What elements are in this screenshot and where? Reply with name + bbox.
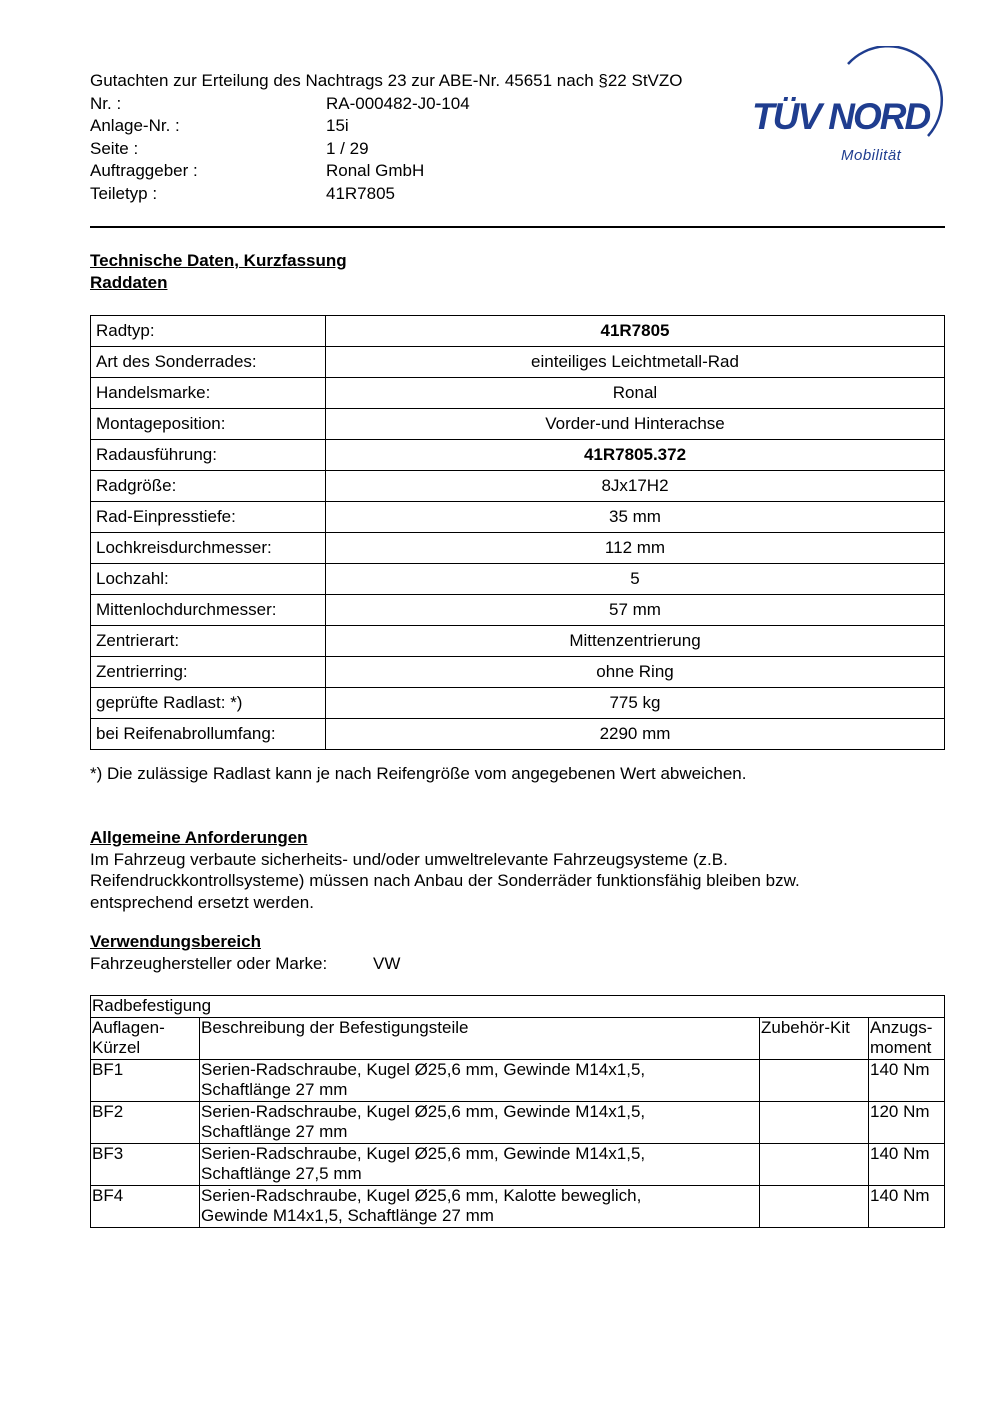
row-label: bei Reifenabrollumfang: <box>91 719 326 750</box>
footnote: *) Die zulässige Radlast kann je nach Reifengröße vom angegebenen Wert abweichen. <box>90 764 747 783</box>
table-row <box>91 564 945 595</box>
row-kit <box>760 1143 869 1185</box>
make-value: VW <box>373 953 401 973</box>
section-title: Verwendungsbereich <box>90 932 261 951</box>
row-description <box>200 1185 760 1227</box>
row-label: Zentrierart: <box>91 626 326 657</box>
row-value: Mittenzentrierung <box>326 626 945 657</box>
row-value: 8Jx17H2 <box>326 471 945 502</box>
row-value: 775 kg <box>326 688 945 719</box>
row-torque: 120 Nm <box>869 1101 945 1143</box>
table-row <box>91 1185 945 1227</box>
desc-line: Schaftlänge 27 mm <box>201 1122 348 1141</box>
table-row <box>91 1101 945 1143</box>
header-row <box>90 115 750 138</box>
section-title: Allgemeine Anforderungen <box>90 828 308 847</box>
row-label: geprüfte Radlast: *) <box>91 688 326 719</box>
desc-line: Serien-Radschraube, Kugel Ø25,6 mm, Gewinde M14x1,5, <box>201 1101 646 1121</box>
row-label: Radtyp: <box>91 316 326 347</box>
row-value: 41R7805.372 <box>326 440 945 471</box>
row-kit <box>760 1059 869 1101</box>
table-row <box>91 533 945 564</box>
table-header-row <box>91 1017 945 1059</box>
logo-subtitle: Mobilität <box>841 147 902 164</box>
table-row <box>91 1059 945 1101</box>
header-line: moment <box>870 1038 932 1057</box>
row-kit <box>760 1185 869 1227</box>
table-row <box>91 347 945 378</box>
row-value: Vorder-und Hinterachse <box>326 409 945 440</box>
desc-line: Gewinde M14x1,5, Schaftlänge 27 mm <box>201 1206 494 1225</box>
table-row <box>91 1143 945 1185</box>
row-torque: 140 Nm <box>869 1185 945 1227</box>
table-row <box>91 471 945 502</box>
tuv-nord-logo <box>748 46 948 171</box>
desc-line: Serien-Radschraube, Kugel Ø25,6 mm, Kalotte beweglich, <box>201 1185 642 1205</box>
header-row <box>90 93 750 116</box>
row-label: Montageposition: <box>91 409 326 440</box>
section-subtitle: Raddaten <box>90 273 168 292</box>
row-description <box>200 1059 760 1101</box>
header-divider <box>90 226 945 228</box>
row-label: Mittenlochdurchmesser: <box>91 595 326 626</box>
make-line <box>90 953 400 975</box>
row-label: Zentrierring: <box>91 657 326 688</box>
row-value: 41R7805 <box>326 316 945 347</box>
section-general-requirements <box>90 827 940 913</box>
row-label: Art des Sonderrades: <box>91 347 326 378</box>
desc-line: Serien-Radschraube, Kugel Ø25,6 mm, Gewinde M14x1,5, <box>201 1143 646 1163</box>
paragraph-line: entsprechend ersetzt werden. <box>90 892 314 912</box>
header-label: Seite : <box>90 138 139 158</box>
row-label: Rad-Einpresstiefe: <box>91 502 326 533</box>
row-value: 35 mm <box>326 502 945 533</box>
table-row <box>91 626 945 657</box>
row-code: BF2 <box>91 1101 200 1143</box>
row-torque: 140 Nm <box>869 1143 945 1185</box>
header-label: Auftraggeber : <box>90 161 198 180</box>
section-scope <box>90 931 400 974</box>
header-line: Auflagen- <box>92 1017 165 1037</box>
header-row <box>90 183 750 206</box>
row-code: BF4 <box>91 1185 200 1227</box>
table-row <box>91 688 945 719</box>
row-value: Ronal <box>326 378 945 409</box>
table-row <box>91 502 945 533</box>
paragraph-line: Reifendruckkontrollsysteme) müssen nach Anbau der Sonderräder funktionsfähig bleiben bzw. <box>90 871 800 890</box>
table-row <box>91 316 945 347</box>
desc-line: Serien-Radschraube, Kugel Ø25,6 mm, Gewinde M14x1,5, <box>201 1059 646 1079</box>
row-value: 112 mm <box>326 533 945 564</box>
table-caption: Radbefestigung <box>91 996 945 1018</box>
row-code: BF3 <box>91 1143 200 1185</box>
table-row <box>91 378 945 409</box>
header-value: 1 / 29 <box>326 138 369 158</box>
document-title: Gutachten zur Erteilung des Nachtrags 23 zur ABE-Nr. 45651 nach §22 StVZO <box>90 71 683 90</box>
row-value: 5 <box>326 564 945 595</box>
header-row <box>90 138 750 161</box>
header-value: 15i <box>326 116 349 135</box>
document-header <box>90 70 750 205</box>
row-code: BF1 <box>91 1059 200 1101</box>
mounting-table <box>90 995 945 1228</box>
row-label: Radausführung: <box>91 440 326 471</box>
header-value: RA-000482-J0-104 <box>326 93 470 113</box>
table-row <box>91 595 945 626</box>
row-value: 2290 mm <box>326 719 945 750</box>
table-row <box>91 657 945 688</box>
table-caption-row <box>91 996 945 1018</box>
row-value: einteiliges Leichtmetall-Rad <box>326 347 945 378</box>
header-torque <box>869 1017 945 1059</box>
row-label: Handelsmarke: <box>91 378 326 409</box>
header-value: 41R7805 <box>326 183 396 203</box>
header-code <box>91 1017 200 1059</box>
header-label: Anlage-Nr. : <box>90 116 180 135</box>
row-value: 57 mm <box>326 595 945 626</box>
header-line: Anzugs- <box>870 1017 933 1037</box>
row-description <box>200 1101 760 1143</box>
make-label: Fahrzeughersteller oder Marke: <box>90 953 328 973</box>
paragraph-line: Im Fahrzeug verbaute sicherheits- und/oder umweltrelevante Fahrzeugsysteme (z.B. <box>90 849 728 869</box>
header-value: Ronal GmbH <box>326 161 425 180</box>
header-description: Beschreibung der Befestigungsteile <box>200 1017 760 1059</box>
header-kit: Zubehör-Kit <box>760 1017 869 1059</box>
section-technical-data <box>90 250 347 294</box>
desc-line: Schaftlänge 27,5 mm <box>201 1164 362 1183</box>
table-row <box>91 409 945 440</box>
wheel-data-table <box>90 315 945 750</box>
desc-line: Schaftlänge 27 mm <box>201 1080 348 1099</box>
row-value: ohne Ring <box>326 657 945 688</box>
row-description <box>200 1143 760 1185</box>
section-title: Technische Daten, Kurzfassung <box>90 251 347 270</box>
header-label: Teiletyp : <box>90 183 158 203</box>
logo-brand: TÜV NORD <box>752 96 930 137</box>
table-row <box>91 719 945 750</box>
table-row <box>91 440 945 471</box>
row-label: Lochkreisdurchmesser: <box>91 533 326 564</box>
header-row <box>90 160 750 183</box>
header-label: Nr. : <box>90 93 122 113</box>
row-label: Radgröße: <box>91 471 326 502</box>
row-label: Lochzahl: <box>91 564 326 595</box>
row-torque: 140 Nm <box>869 1059 945 1101</box>
row-kit <box>760 1101 869 1143</box>
header-line: Kürzel <box>92 1038 141 1057</box>
